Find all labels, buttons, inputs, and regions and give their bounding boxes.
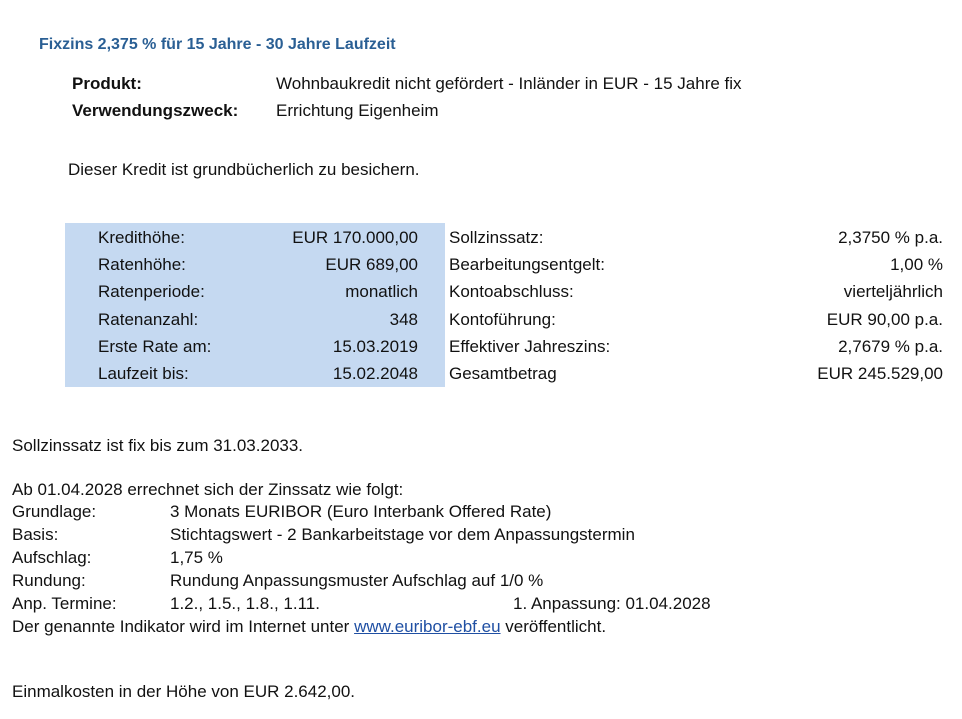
product-label: Produkt: — [72, 74, 142, 93]
indicator-before: Der genannte Indikator wird im Internet unter — [12, 617, 355, 636]
left-value: 348 — [389, 310, 418, 329]
right-value: 2,7679 % p.a. — [838, 337, 943, 356]
variable-intro: Ab 01.04.2028 errechnet sich der Zinssatz wie folgt: — [12, 480, 404, 499]
left-label: Ratenhöhe: — [98, 255, 186, 274]
right-row-fee — [449, 251, 943, 278]
right-value: 1,00 % — [890, 255, 943, 274]
left-label: Kredithöhe: — [98, 228, 185, 247]
left-value: EUR 170.000,00 — [292, 228, 418, 247]
adjustment-dates: 1.2., 1.5., 1.8., 1.11. — [170, 594, 320, 613]
left-row-term-end — [98, 360, 418, 387]
product-value: Wohnbaukredit nicht gefördert - Inländer in EUR - 15 Jahre fix — [276, 74, 742, 93]
left-label: Erste Rate am: — [98, 337, 212, 356]
term-value: Stichtagswert - 2 Bankarbeitstage vor dem Anpassungstermin — [170, 525, 635, 544]
right-row-total — [449, 360, 943, 387]
left-label: Laufzeit bis: — [98, 364, 189, 383]
purpose-label: Verwendungszweck: — [72, 101, 239, 120]
term-value: 3 Monats EURIBOR (Euro Interbank Offered Rate) — [170, 502, 552, 521]
left-row-amount — [98, 224, 418, 251]
purpose-value: Errichtung Eigenheim — [276, 101, 439, 120]
left-value: 15.03.2019 — [332, 337, 418, 356]
euribor-link[interactable]: www.euribor-ebf.eu — [354, 617, 501, 636]
right-label: Bearbeitungsentgelt: — [449, 255, 605, 274]
left-row-period — [98, 278, 418, 305]
term-label: Basis: — [12, 525, 59, 544]
page-title: Fixzins 2,375 % für 15 Jahre - 30 Jahre Laufzeit — [39, 36, 396, 53]
right-row-closing — [449, 278, 943, 305]
right-label: Kontoabschluss: — [449, 282, 574, 301]
right-label: Sollzinssatz: — [449, 228, 544, 247]
right-row-account-fee — [449, 306, 943, 333]
term-value: Rundung Anpassungsmuster Aufschlag auf 1/0 % — [170, 571, 544, 590]
right-row-interest — [449, 224, 943, 251]
term-label: Grundlage: — [12, 502, 97, 521]
left-value: EUR 689,00 — [325, 255, 418, 274]
first-adjustment: 1. Anpassung: 01.04.2028 — [513, 594, 711, 613]
left-label: Ratenanzahl: — [98, 310, 199, 329]
right-value: EUR 245.529,00 — [817, 364, 943, 383]
term-value: 1,75 % — [170, 548, 223, 567]
left-value: monatlich — [345, 282, 418, 301]
right-value: vierteljährlich — [843, 282, 943, 301]
indicator-after: veröffentlicht. — [500, 617, 607, 636]
adjustment-label: Anp. Termine: — [12, 594, 117, 613]
left-value: 15.02.2048 — [332, 364, 418, 383]
left-label: Ratenperiode: — [98, 282, 205, 301]
fixed-until-text: Sollzinssatz ist fix bis zum 31.03.2033. — [12, 436, 304, 455]
left-row-first-rate — [98, 333, 418, 360]
right-value: EUR 90,00 p.a. — [826, 310, 943, 329]
right-label: Gesamtbetrag — [449, 364, 557, 383]
term-label: Rundung: — [12, 571, 86, 590]
right-label: Kontoführung: — [449, 310, 556, 329]
right-value: 2,3750 % p.a. — [838, 228, 943, 247]
left-row-count — [98, 306, 418, 333]
right-label: Effektiver Jahreszins: — [449, 337, 611, 356]
term-label: Aufschlag: — [12, 548, 92, 567]
indicator-text — [12, 617, 606, 637]
right-row-effective-rate — [449, 333, 943, 360]
security-note: Dieser Kredit ist grundbücherlich zu besichern. — [68, 160, 420, 179]
left-row-installment — [98, 251, 418, 278]
one-time-costs: Einmalkosten in der Höhe von EUR 2.642,00. — [12, 682, 356, 701]
